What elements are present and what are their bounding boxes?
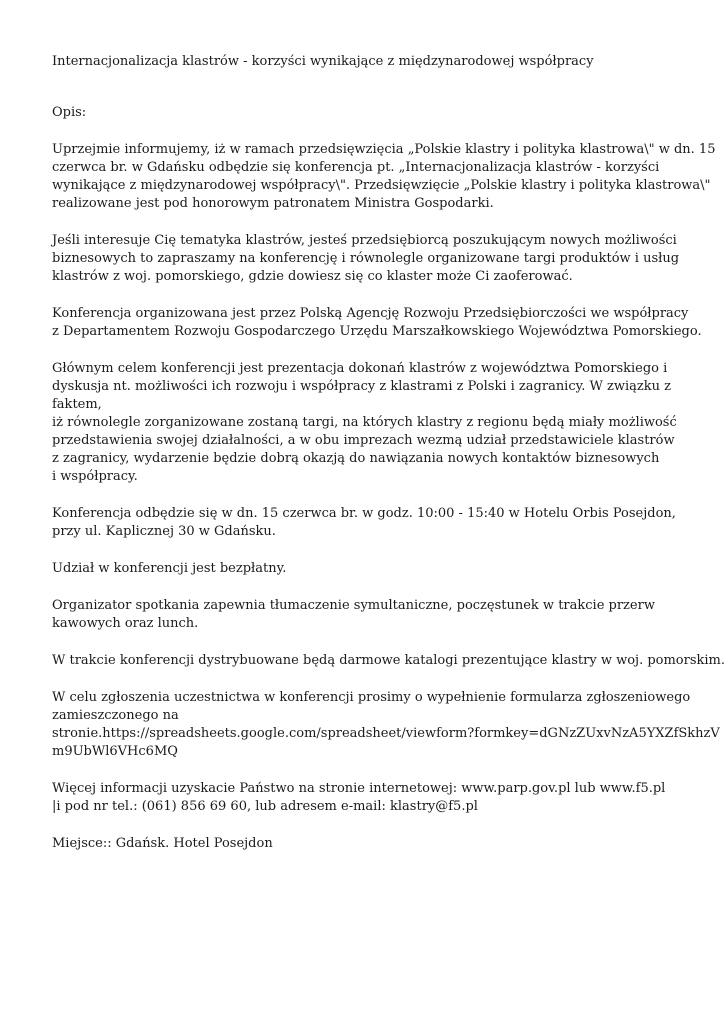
text-line: zamieszczonego na [52, 708, 179, 723]
paragraph [52, 835, 677, 853]
text-line: iż równolegle zorganizowane zostaną targi, na których klastry z regionu będą miały możliwość [52, 415, 677, 430]
text-line: kawowych oraz lunch. [52, 616, 199, 631]
text-line: przy ul. Kaplicznej 30 w Gdańsku. [52, 524, 276, 539]
paragraph [52, 780, 677, 816]
text-line: i współpracy. [52, 469, 138, 484]
paragraph [52, 597, 677, 633]
paragraph [52, 652, 725, 670]
text-line: Głównym celem konferencji jest prezentacja dokonań klastrów z województwa Pomorskiego i [52, 361, 668, 376]
document-page [52, 53, 725, 872]
text-line: z Departamentem Rozwoju Gospodarczego Urzędu Marszałkowskiego Województwa Pomorskiego. [52, 324, 702, 339]
text-line: dyskusja nt. możliwości ich rozwoju i współpracy z klastrami z Polski i zagranicy. W związku z [52, 379, 671, 394]
text-line: W celu zgłoszenia uczestnictwa w konferencji prosimy o wypełnienie formularza zgłoszeniowego [52, 690, 691, 705]
document-body [52, 141, 725, 853]
text-line: czerwca br. w Gdańsku odbędzie się konferencja pt. „Internacjonalizacja klastrów - korzyści [52, 160, 660, 175]
text-line: wynikające z międzynarodowej współpracy\". Przedsięwzięcie „Polskie klastry i polityka klastrowa\" [52, 178, 711, 193]
text-line: biznesowych to zapraszamy na konferencję i równolegle organizowane targi produktów i usług [52, 251, 680, 266]
paragraph [52, 232, 680, 286]
paragraph [52, 560, 677, 578]
text-line: z zagranicy, wydarzenie będzie dobrą okazją do nawiązania nowych kontaktów biznesowych [52, 451, 660, 466]
text-line: Jeśli interesuje Cię tematyka klastrów, jesteś przedsiębiorcą poszukującym nowych możliwości [52, 233, 677, 248]
paragraph [52, 360, 677, 486]
text-line: |i pod nr tel.: (061) 856 69 60, lub adresem e-mail: klastry@f5.pl [52, 799, 478, 814]
text-line: Uprzejmie informujemy, iż w ramach przedsięwzięcia „Polskie klastry i polityka klastrowa\" w dn. 15 [52, 142, 716, 157]
text-line: realizowane jest pod honorowym patronatem Ministra Gospodarki. [52, 196, 494, 211]
text-line: klastrów z woj. pomorskiego, gdzie dowiesz się co klaster może Ci zaoferować. [52, 269, 573, 284]
text-line: Konferencja odbędzie się w dn. 15 czerwca br. w godz. 10:00 - 15:40 w Hotelu Orbis Posejdon, [52, 506, 676, 521]
paragraph [52, 689, 720, 761]
text-line: Więcej informacji uzyskacie Państwo na stronie internetowej: www.parp.gov.pl lub www.f5.pl [52, 781, 666, 796]
text-line: faktem, [52, 397, 102, 412]
text-line: W trakcie konferencji dystrybuowane będą darmowe katalogi prezentujące klastry w woj. pomorskim. [52, 653, 725, 668]
text-line: przedstawienia swojej działalności, a w obu imprezach wezmą udział przedstawiciele klastrów [52, 433, 675, 448]
document-title: Internacjonalizacja klastrów - korzyści wynikające z międzynarodowej współpracy [52, 54, 594, 69]
text-line: Udział w konferencji jest bezpłatny. [52, 561, 287, 576]
text-line: Konferencja organizowana jest przez Polską Agencję Rozwoju Przedsiębiorczości we współpracy [52, 306, 689, 321]
description-label: Opis: [52, 105, 87, 120]
text-line: Miejsce:: Gdańsk. Hotel Posejdon [52, 836, 273, 851]
paragraph [52, 305, 702, 341]
paragraph [52, 141, 716, 213]
text-line: m9UbWl6VHc6MQ [52, 744, 178, 759]
text-line: stronie.https://spreadsheets.google.com/spreadsheet/viewform?formkey=dGNzZUxvNzA5YXZfSkhzV [52, 726, 720, 741]
text-line: Organizator spotkania zapewnia tłumaczenie symultaniczne, poczęstunek w trakcie przerw [52, 598, 655, 613]
paragraph [52, 505, 677, 541]
